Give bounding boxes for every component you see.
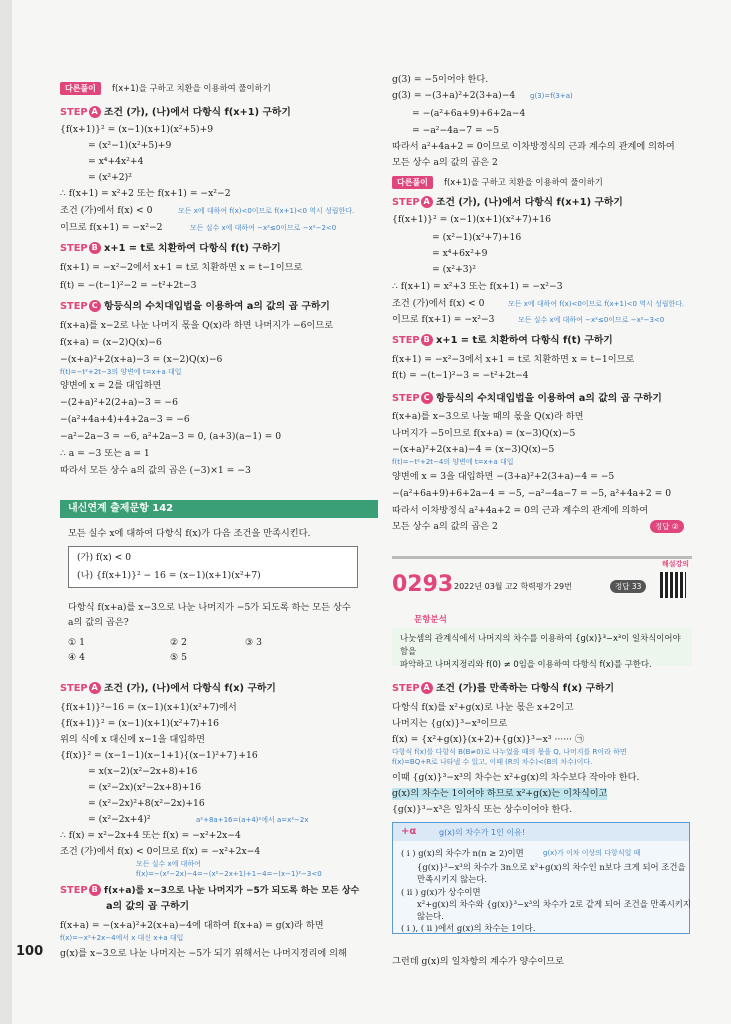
problem-text: 모든 실수 x에 대하여 다항식 f(x)가 다음 조건을 만족시킨다. xyxy=(68,528,311,539)
analysis-title: 문항분석 xyxy=(414,615,447,625)
math-line: = (x²−2x)²+8(x²−2x)+16 xyxy=(88,798,205,809)
tip-box-header xyxy=(393,823,689,841)
plus-alpha-icon: +α xyxy=(401,826,417,837)
math-line: = (x²+3)² xyxy=(432,264,476,275)
math-line: 이때 {g(x)}³−x³의 차수는 x²+g(x)의 차수보다 작아야 한다. xyxy=(392,772,640,783)
math-line-highlight: g(x)의 차수는 1이어야 하므로 x²+g(x)는 이차식이고 xyxy=(392,788,608,799)
math-line: 모든 상수 a의 값의 곱은 2 xyxy=(392,157,498,168)
math-line: −(a²+6a+9)+6+2a−4 = −5, −a²−4a−7 = −5, a²+4a+2 = 0 xyxy=(392,488,672,499)
math-line: = (x²−1)(x²+5)+9 xyxy=(88,140,172,151)
choice-1: ① 1 xyxy=(68,637,86,648)
math-line: f(x+a)를 x−3으로 나눌 때의 몫을 Q(x)라 하면 xyxy=(392,411,584,422)
math-line: {g(x)}³−x³은 일차식 또는 상수이어야 한다. xyxy=(392,804,573,815)
side-note: f(t)=−t²+2t−3의 양변에 t=x+a 대입 xyxy=(60,368,182,376)
math-line: 모든 상수 a의 값의 곱은 2 xyxy=(392,521,498,532)
side-note: 모든 실수 x에 대하여 −x²≤0이므로 −x²−3<0 xyxy=(518,316,665,324)
math-line: −(x+a)²+2(x+a)−4 = (x−3)Q(x)−5 xyxy=(392,444,555,455)
problem-text: a의 값의 곱은? xyxy=(68,617,129,628)
tip-line: 만족시키지 않는다. xyxy=(417,874,488,884)
math-line: f(t) = −(t−1)²−3 = −t²+2t−4 xyxy=(392,370,529,381)
math-line: g(x)를 x−3으로 나눈 나머지는 −5가 되기 위해서는 나머지정리에 의해 xyxy=(60,948,347,959)
math-line: f(x+1) = −x²−3에서 x+1 = t로 치환하면 x = t−1이므로 xyxy=(392,354,635,365)
math-line: = (x²−2x)(x²−2x+8)+16 xyxy=(88,782,202,793)
alt-solution-tag: 다른풀이 xyxy=(392,176,433,189)
step-b-heading: STEP B x+1 = t로 치환하여 다항식 f(t) 구하기 xyxy=(60,243,281,254)
page-number: 100 xyxy=(16,944,44,959)
math-line: {f(x)}² = (x−1−1)(x−1+1){(x−1)²+7}+16 xyxy=(60,750,258,761)
math-line: = −(a²+6a+9)+6+2a−4 xyxy=(412,108,526,119)
math-line: 조건 (가)에서 f(x) < 0 xyxy=(60,205,153,216)
condition-1: (가) f(x) < 0 xyxy=(77,552,132,563)
math-line: = (x²−1)(x²+7)+16 xyxy=(432,232,522,243)
problem-source: 2022년 03월 고2 학력평가 29번 xyxy=(454,582,572,591)
step-c-heading: STEP C 항등식의 수치대입법을 이용하여 a의 값의 곱 구하기 xyxy=(60,301,330,312)
math-line: 나머지는 {g(x)}³−x³이므로 xyxy=(392,718,508,729)
side-note: g(3)=f(3+a) xyxy=(530,92,573,100)
math-line: 따라서 모든 상수 a의 값의 곱은 (−3)×1 = −3 xyxy=(60,465,251,476)
tip-line: ( i ) g(x)의 차수가 n(n ≥ 2)이면 xyxy=(401,848,524,858)
tip-line: x²+g(x)의 차수와 {g(x)}³−x³의 차수가 2로 같게 되어 조건을 만족시키지 xyxy=(417,899,691,909)
math-line: = −a²−4a−7 = −5 xyxy=(412,125,500,136)
step-c-heading: STEP C 항등식의 수치대입법을 이용하여 a의 값의 곱 구하기 xyxy=(392,393,662,404)
math-line: 이므로 f(x+1) = −x²−3 xyxy=(392,314,495,325)
tip-line: ( i ), ( ii )에서 g(x)의 차수는 1이다. xyxy=(401,923,536,933)
math-line: 그런데 g(x)의 일차항의 계수가 양수이므로 xyxy=(392,956,564,967)
side-note: f(x)=−(x²−2x)−4=−(x²−2x+1)+1−4=−(x−1)²−3<0 xyxy=(136,870,322,878)
choice-5: ⑤ 5 xyxy=(170,652,188,663)
side-note: 모든 실수 x에 대하여 −x²≤0이므로 −x²−2<0 xyxy=(190,224,337,232)
side-note: 모든 x에 대하여 f(x)<0이므로 f(x+1)<0 역시 성립한다. xyxy=(178,207,355,215)
tip-line: {g(x)}³−x³의 차수가 3n으로 x²+g(x)의 차수인 n보다 크게 되어 조건을 xyxy=(417,862,686,872)
math-line: {f(x+1)}² = (x−1)(x+1)(x²+5)+9 xyxy=(60,124,214,135)
page-binding-edge xyxy=(0,0,12,1024)
math-line: g(3) = −(3+a)²+2(3+a)−4 xyxy=(392,90,516,101)
alt-solution-text: f(x+1)을 구하고 치환을 이용하여 풀이하기 xyxy=(112,83,271,93)
math-line: = (x²+2)² xyxy=(88,172,132,183)
math-line: −(2+a)²+2(2+a)−3 = −6 xyxy=(60,397,178,408)
math-line: ∴ f(x) = x²−2x+4 또는 f(x) = −x²+2x−4 xyxy=(60,830,241,841)
math-line: {f(x+1)}²−16 = (x−1)(x+1)(x²+7)에서 xyxy=(60,702,237,713)
step-b2-heading-cont: a의 값의 곱 구하기 xyxy=(106,901,190,912)
math-line: = x(x−2)(x²−2x+8)+16 xyxy=(88,766,198,777)
side-note: f(t)=−t²+2t−4의 양변에 t=x+a 대입 xyxy=(392,458,514,466)
math-line: 이므로 f(x+1) = −x²−2 xyxy=(60,222,163,233)
math-line: 조건 (가)에서 f(x) < 0 xyxy=(392,298,485,309)
math-line: f(x+a) = (x−2)Q(x)−6 xyxy=(60,337,162,348)
step-b-heading: STEP B x+1 = t로 치환하여 다항식 f(t) 구하기 xyxy=(392,335,613,346)
tip-box xyxy=(392,822,690,934)
qr-code-icon[interactable] xyxy=(660,572,686,598)
alt-solution-text: f(x+1)을 구하고 치환을 이용하여 풀이하기 xyxy=(444,177,603,187)
side-note: f(x)=BQ+R로 나타낼 수 있고, 이때 (R의 차수)<(B의 차수)이다. xyxy=(392,758,593,766)
math-line: 위의 식에 x 대신에 x−1을 대입하면 xyxy=(60,734,206,745)
math-line: f(t) = −(t−1)²−2 = −t²+2t−3 xyxy=(60,280,197,291)
math-line: = x⁴+6x²+9 xyxy=(432,248,488,259)
choice-4: ④ 4 xyxy=(68,652,86,663)
choice-3: ③ 3 xyxy=(245,637,263,648)
math-line: f(x+1) = −x²−2에서 x+1 = t로 치환하면 x = t−1이므로 xyxy=(60,262,303,273)
math-line: 양변에 x = 3을 대입하면 −(3+a)²+2(3+a)−4 = −5 xyxy=(392,471,615,482)
math-line: {f(x+1)}² = (x−1)(x+1)(x²+7)+16 xyxy=(60,718,219,729)
step-a2-heading: STEP A 조건 (가), (나)에서 다항식 f(x) 구하기 xyxy=(60,683,276,694)
choice-2: ② 2 xyxy=(170,637,188,648)
math-line: f(x+a) = −(x+a)²+2(x+a)−4에 대하여 f(x+a) = g(x)라 하면 xyxy=(60,920,324,931)
math-line: f(x) = {x²+g(x)}(x+2)+{g(x)}³−x³ ······ ㉠ xyxy=(392,734,585,745)
side-note: 모든 실수 x에 대하여 xyxy=(136,860,201,868)
tip-title: g(x)의 차수가 1인 이유! xyxy=(439,828,526,837)
math-line: 다항식 f(x)를 x²+g(x)로 나눈 몫은 x+2이고 xyxy=(392,702,574,713)
analysis-line: 나눗셈의 관계식에서 나머지의 차수를 이용하여 {g(x)}³−x³이 일차식이어야 함을 xyxy=(400,633,681,656)
step-a2-heading: STEP A 조건 (가)를 만족하는 다항식 f(x) 구하기 xyxy=(392,683,615,694)
analysis-line: 파악하고 나머지정리와 f(0) ≠ 0임을 이용하여 다항식 f(x)를 구한다. xyxy=(400,659,652,669)
math-line: 따라서 a²+4a+2 = 0이므로 이차방정식의 근과 계수의 관계에 의하여 xyxy=(392,141,675,152)
condition-box xyxy=(68,546,358,588)
math-line: −(x+a)²+2(x+a)−3 = (x−2)Q(x)−6 xyxy=(60,354,223,365)
step-a-heading: STEP A 조건 (가), (나)에서 다항식 f(x+1) 구하기 xyxy=(60,107,291,118)
answer-badge: 정답 33 xyxy=(610,580,646,593)
analysis-box xyxy=(392,628,692,669)
tip-line: ( ii ) g(x)가 상수이면 xyxy=(401,887,481,897)
side-note: 다항식 f(x)를 다항식 B(B≠0)로 나누었을 때의 몫을 Q, 나머지를 R이라 하면 xyxy=(392,748,627,756)
answer-badge: 정답 ② xyxy=(650,520,684,533)
math-line: {f(x+1)}² = (x−1)(x+1)(x²+7)+16 xyxy=(392,214,551,225)
math-line: = (x²−2x+4)² xyxy=(88,814,151,825)
problem-text: 다항식 f(x+a)를 x−3으로 나눈 나머지가 −5가 되도록 하는 모든 상수 xyxy=(68,602,351,613)
lecture-tag: 해설강의 xyxy=(662,560,690,568)
math-line: f(x+a)를 x−2로 나눈 나머지 몫을 Q(x)라 하면 나머지가 −6이므로 xyxy=(60,320,334,331)
practice-box-header: 내신연계 출제문항 142 xyxy=(60,500,378,518)
problem-number: 0293 xyxy=(392,572,454,597)
math-line: 양변에 x = 2를 대입하면 xyxy=(60,380,162,391)
section-divider xyxy=(392,556,692,559)
step-b2-heading: STEP B f(x+a)를 x−3으로 나눈 나머지가 −5가 되도록 하는 모든 상수 xyxy=(60,885,360,896)
side-note: f(x)=−x²+2x−4에서 x 대신 x+a 대입 xyxy=(60,934,184,942)
alt-solution-tag: 다른풀이 xyxy=(60,82,101,95)
tip-line: 않는다. xyxy=(417,911,444,921)
condition-2: (나) {f(x+1)}² − 16 = (x−1)(x+1)(x²+7) xyxy=(77,570,261,581)
math-line: 조건 (가)에서 f(x) < 0이므로 f(x) = −x²+2x−4 xyxy=(60,846,261,857)
math-line: ∴ f(x+1) = x²+3 또는 f(x+1) = −x²−3 xyxy=(392,281,563,292)
math-line: −(a²+4a+4)+4+2a−3 = −6 xyxy=(60,414,190,425)
side-note: 모든 x에 대하여 f(x)<0이므로 f(x+1)<0 역시 성립한다. xyxy=(508,300,685,308)
side-note: g(x)가 이차 이상의 다항식일 때 xyxy=(543,849,641,857)
math-line: ∴ a = −3 또는 a = 1 xyxy=(60,448,150,459)
math-line: ∴ f(x+1) = x²+2 또는 f(x+1) = −x²−2 xyxy=(60,188,231,199)
math-line: 따라서 이차방정식 a²+4a+2 = 0의 근과 계수의 관계에 의하여 xyxy=(392,505,649,516)
math-line: −a²−2a−3 = −6, a²+2a−3 = 0, (a+3)(a−1) = 0 xyxy=(60,431,282,442)
math-line: 나머지가 −5이므로 f(x+a) = (x−3)Q(x)−5 xyxy=(392,428,576,439)
math-line: = x⁴+4x²+4 xyxy=(88,156,144,167)
math-line: g(3) = −5이어야 한다. xyxy=(392,74,489,85)
side-note: a²+8a+16=(a+4)²에서 a=x²−2x xyxy=(196,816,309,824)
step-a-heading: STEP A 조건 (가), (나)에서 다항식 f(x+1) 구하기 xyxy=(392,197,623,208)
